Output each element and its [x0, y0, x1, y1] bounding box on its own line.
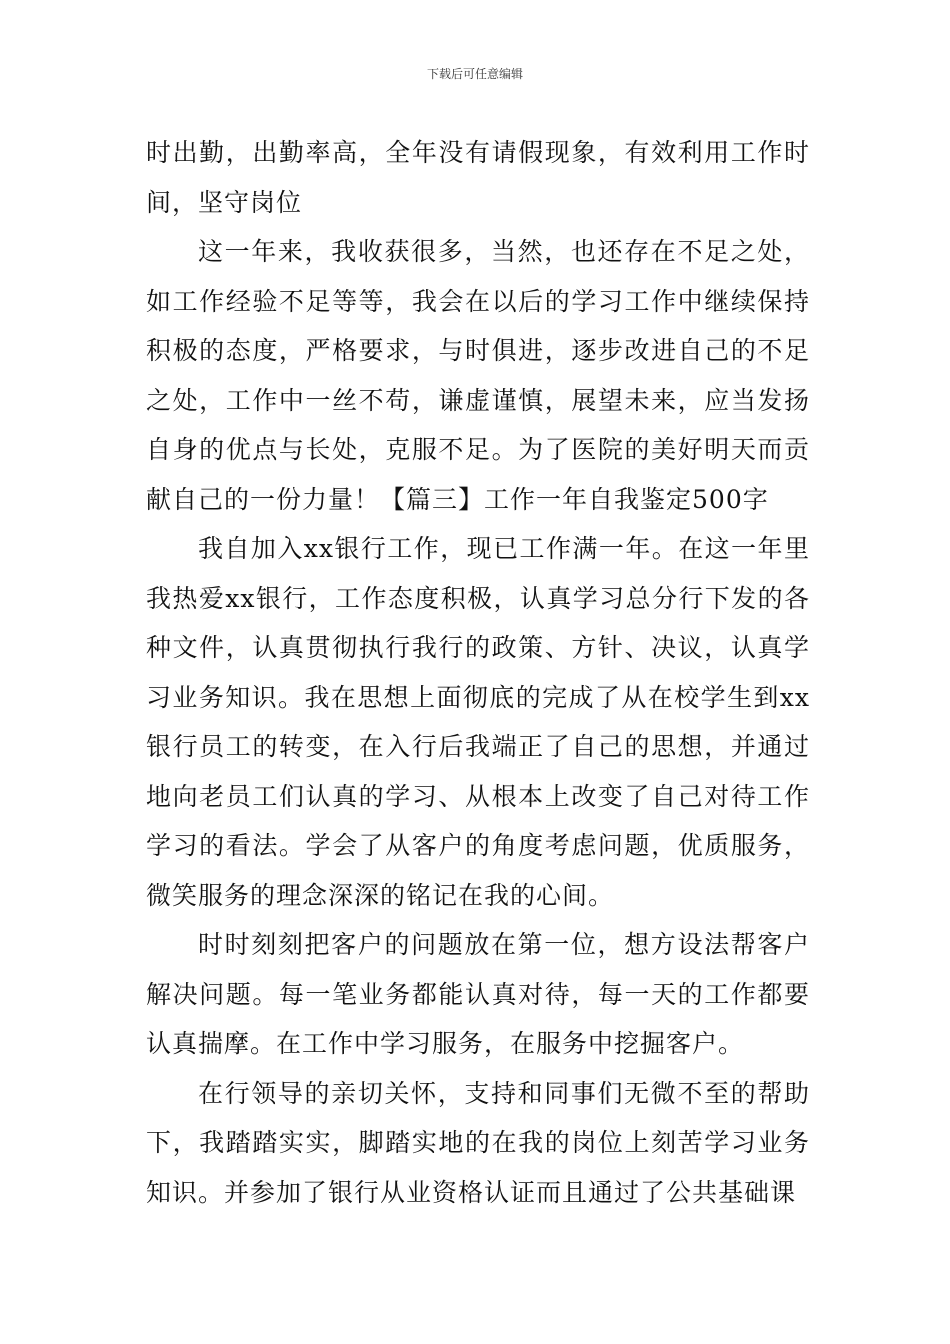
- document-body: [146, 128, 810, 1217]
- paragraph-5: 在行领导的亲切关怀，支持和同事们无微不至的帮助下，我踏踏实实，脚踏实地的在我的岗位上刻苦学习业务知识。并参加了银行从业资格认证而且通过了公共基础课: [146, 1078, 810, 1207]
- page-header: 下载后可任意编辑: [426, 67, 523, 81]
- paragraph-1: 时出勤，出勤率高，全年没有请假现象，有效利用工作时间，坚守岗位: [146, 138, 810, 217]
- paragraph-2: 这一年来，我收获很多，当然，也还存在不足之处，如工作经验不足等等，我会在以后的学习工作中继续保持积极的态度，严格要求，与时俱进，逐步改进自己的不足之处，工作中一丝不苟，谦虚谨慎，展望未来，应当发扬自身的优点与长处，克服不足。为了医院的美好明天而贡献自己的一份力量！【篇三】工作一年自我鉴定500字: [146, 237, 810, 514]
- paragraph-4: 时时刻刻把客户的问题放在第一位，想方设法帮客户解决问题。每一笔业务都能认真对待，每一天的工作都要认真揣摩。在工作中学习服务，在服务中挖掘客户。: [146, 930, 810, 1058]
- paragraph-3: 我自加入xx银行工作，现已工作满一年。在这一年里我热爱xx银行，工作态度积极，认真学习总分行下发的各种文件，认真贯彻执行我行的政策、方针、决议，认真学习业务知识。我在思想上面彻底的完成了从在校学生到xx银行员工的转变，在入行后我端正了自己的思想，并通过地向老员工们认真的学习、从根本上改变了自己对待工作学习的看法。学会了从客户的角度考虑问题，优质服务，微笑服务的理念深深的铭记在我的心间。: [146, 534, 810, 910]
